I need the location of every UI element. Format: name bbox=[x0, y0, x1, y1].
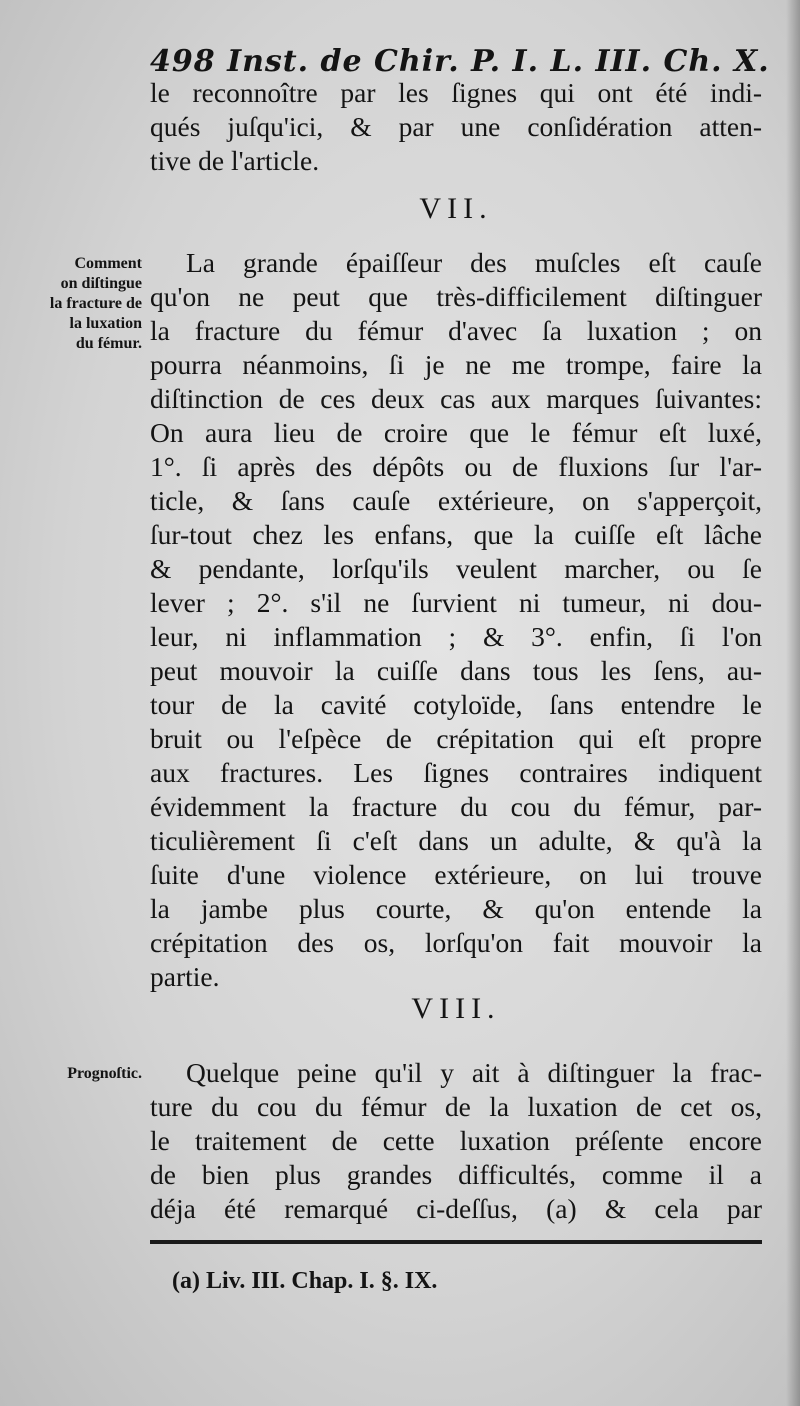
text-line: diſtinction de ces deux cas aux marques ſuivantes: bbox=[150, 383, 762, 414]
text-line: bruit ou l'eſpèce de crépitation qui eſt propre bbox=[150, 723, 762, 754]
text-line: peut mouvoir la cuiſſe dans tous les ſens, au- bbox=[150, 655, 762, 686]
text-line: la fracture du fémur d'avec ſa luxation ; on bbox=[150, 315, 762, 346]
margin-note-line: on diſtingue bbox=[60, 275, 142, 292]
margin-note-line: Comment bbox=[74, 255, 142, 272]
section-vii-paragraph bbox=[150, 246, 762, 994]
text-line: évidemment la fracture du cou du fémur, par- bbox=[150, 791, 762, 822]
text-line: ſuite d'une violence extérieure, on lui trouve bbox=[150, 859, 762, 890]
section-heading-vii: VII. bbox=[419, 192, 493, 225]
text-line: tive de l'article. bbox=[150, 145, 320, 176]
margin-note-line: la luxation bbox=[69, 315, 142, 332]
margin-note-line: Prognoſtic. bbox=[67, 1065, 142, 1082]
top-paragraph bbox=[150, 76, 762, 178]
text-line: qu'on ne peut que très-difficilement diſtinguer bbox=[150, 281, 762, 312]
text-line: qués juſqu'ici, & par une conſidération atten- bbox=[150, 111, 762, 142]
text-line: partie. bbox=[150, 961, 220, 992]
text-line: & pendante, lorſqu'ils veulent marcher, ou ſe bbox=[150, 553, 762, 584]
text-line: ticle, & ſans cauſe extérieure, on s'apperçoit, bbox=[150, 485, 762, 516]
footnote-rule bbox=[150, 1240, 762, 1244]
footnote: (a) Liv. III. Chap. I. §. IX. bbox=[172, 1268, 438, 1294]
text-line: le reconnoître par les ſignes qui ont été indi- bbox=[150, 77, 762, 108]
text-line: lever ; 2°. s'il ne ſurvient ni tumeur, ni dou- bbox=[150, 587, 762, 618]
margin-note-line: la fracture de bbox=[49, 295, 142, 312]
running-header: 498 Inst. de Chir. P. I. L. III. Ch. X. bbox=[150, 44, 770, 79]
text-line: ticulièrement ſi c'eſt dans un adulte, & qu'à la bbox=[150, 825, 762, 856]
text-line: ſur-tout chez les enfans, que la cuiſſe eſt lâche bbox=[150, 519, 762, 550]
text-line: la jambe plus courte, & qu'on entende la bbox=[150, 893, 762, 924]
text-line: crépitation des os, lorſqu'on fait mouvoir la bbox=[150, 927, 762, 958]
margin-note-vii bbox=[14, 254, 142, 354]
text-line: leur, ni inflammation ; & 3°. enfin, ſi l'on bbox=[150, 621, 762, 652]
text-line: On aura lieu de croire que le fémur eſt luxé, bbox=[150, 417, 762, 448]
text-line: le traitement de cette luxation préſente encore bbox=[150, 1125, 762, 1156]
text-line: déja été remarqué ci-deſſus, (a) & cela par bbox=[150, 1193, 762, 1224]
text-line: pourra néanmoins, ſi je ne me trompe, faire la bbox=[150, 349, 762, 380]
text-line: aux fractures. Les ſignes contraires indiquent bbox=[150, 757, 762, 788]
text-line: de bien plus grandes difficultés, comme il a bbox=[150, 1159, 762, 1190]
text-line: tour de la cavité cotyloïde, ſans entendre le bbox=[150, 689, 762, 720]
text-line: ture du cou du fémur de la luxation de cet os, bbox=[150, 1091, 762, 1122]
text-line: La grande épaiſſeur des muſcles eſt cauſe bbox=[186, 247, 762, 278]
margin-note-line: du fémur. bbox=[75, 335, 142, 352]
text-line: Quelque peine qu'il y ait à diſtinguer la frac- bbox=[186, 1057, 762, 1088]
margin-note-viii bbox=[14, 1064, 142, 1084]
section-heading-viii: VIII. bbox=[411, 992, 501, 1025]
section-viii-paragraph bbox=[150, 1056, 762, 1226]
text-line: 1°. ſi après des dépôts ou de fluxions ſur l'ar- bbox=[150, 451, 762, 482]
